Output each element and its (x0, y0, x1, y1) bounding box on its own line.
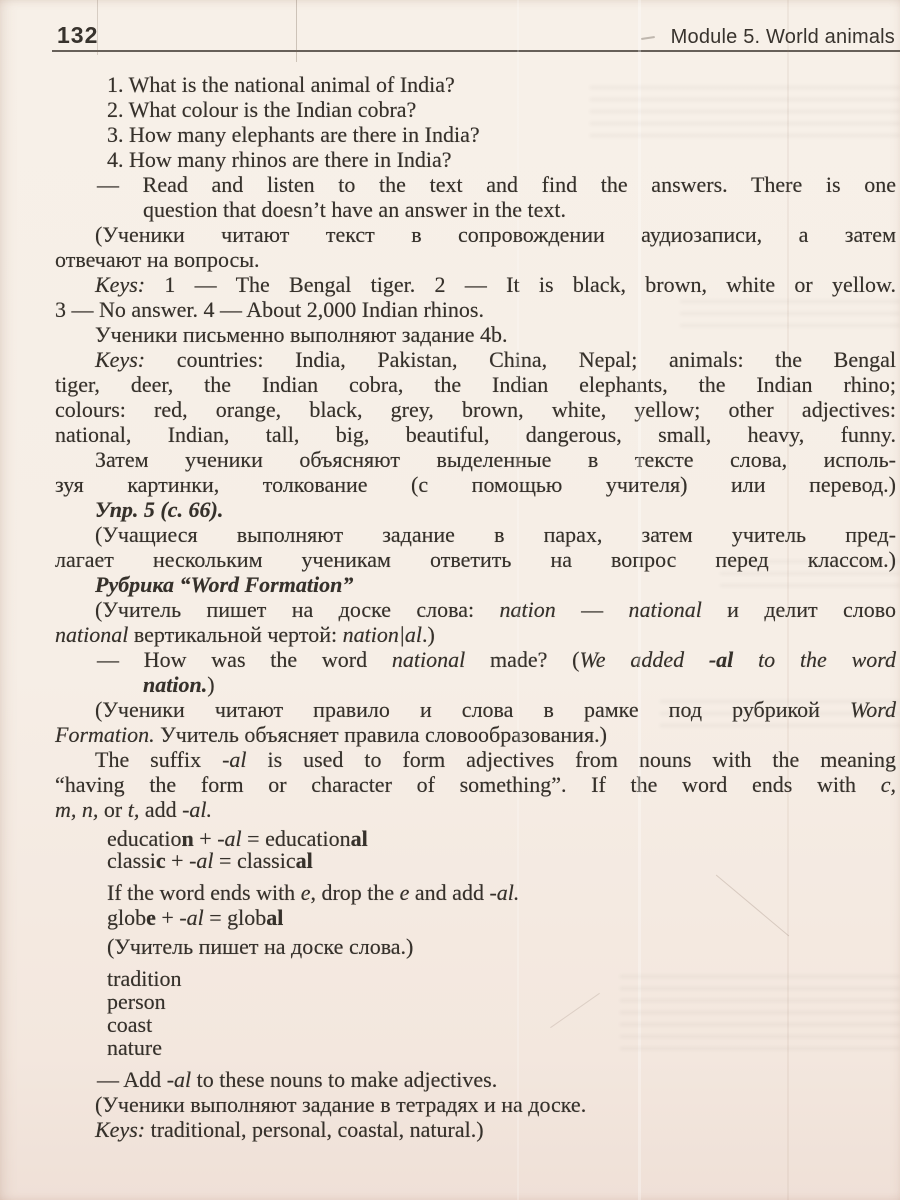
text-segment: -al. (182, 797, 213, 822)
text-segment: and add (409, 880, 490, 905)
text-segment: nation (499, 597, 556, 622)
text-segment: person (107, 989, 166, 1014)
text-segment: Keys: (95, 272, 146, 297)
text-segment: c, (880, 772, 896, 797)
text-line (107, 880, 896, 905)
text-segment: .) (421, 622, 435, 647)
text-line (107, 828, 896, 850)
header-rule (52, 50, 900, 52)
page-number: 132 (57, 22, 99, 48)
text-line (107, 934, 896, 959)
text-line (55, 422, 896, 447)
text-line (55, 547, 896, 572)
text-line (55, 797, 896, 822)
paper-crease (97, 0, 98, 55)
text-segment: national, Indian, tall, big, beautiful, dangerous, small, heavy, funny. (55, 422, 896, 447)
text-line (95, 447, 896, 472)
text-segment: is used to form adjectives from nouns with the meaning (246, 747, 897, 772)
text-segment: to these nouns to make adjectives. (191, 1067, 498, 1092)
text-segment: — How was the word (97, 647, 392, 672)
text-segment: -al. (489, 880, 520, 905)
text-segment: Formation. (55, 722, 155, 747)
text-segment: The suffix (95, 747, 223, 772)
text-segment: Keys: (95, 1117, 146, 1142)
text-segment: (Учитель пишет на доске слова: (95, 597, 500, 622)
text-segment: ) (207, 672, 215, 697)
text-line (95, 747, 896, 772)
text-segment: -al (222, 747, 247, 772)
text-segment: c (155, 848, 166, 873)
text-segment: 3 — No answer. 4 — About 2,000 Indian rhinos. (55, 297, 484, 322)
text-segment: tiger, deer, the Indian cobra, the Indian elephants, the Indian rhino; (55, 372, 896, 397)
text-segment: coast (107, 1012, 153, 1037)
text-segment: If the word ends with (107, 880, 301, 905)
text-segment: al (350, 826, 368, 851)
text-segment: question that doesn’t have an answer in the text. (143, 197, 566, 222)
text-line (143, 197, 896, 222)
text-segment: (Учащиеся выполняют задание в парах, затем учитель пред- (95, 522, 896, 547)
text-segment: We added (579, 647, 709, 672)
text-segment: Затем ученики объясняют выделенные в тексте слова, исполь- (95, 447, 896, 472)
text-segment: — (555, 597, 629, 622)
text-segment: = classic (213, 848, 296, 873)
text-line (97, 172, 896, 197)
text-segment: Упр. 5 (с. 66). (95, 497, 224, 522)
text-segment: to the word (733, 647, 896, 672)
text-segment: 3. How many elephants are there in India? (107, 122, 480, 147)
text-segment: add (139, 797, 183, 822)
text-segment: — Read and listen to the text and find the answers. There is one (97, 172, 896, 197)
text-segment: зуя картинки, толкование (с помощью учителя) или перевод.) (55, 472, 896, 497)
text-line (95, 1092, 896, 1117)
text-line (95, 597, 896, 622)
text-segment: al (266, 905, 284, 930)
text-segment: Учитель объясняет правила словообразования.) (154, 722, 607, 747)
text-line (107, 967, 896, 990)
text-line (55, 247, 896, 272)
text-segment: or (98, 797, 128, 822)
text-segment: -al (217, 826, 242, 851)
text-segment: e (146, 905, 156, 930)
text-segment: colours: red, orange, black, grey, brown, white, yellow; other adjectives: (55, 397, 896, 422)
paper-streak (787, 0, 789, 1200)
text-line (95, 1117, 896, 1142)
text-segment: nature (107, 1035, 162, 1060)
text-line (107, 147, 896, 172)
text-segment: вертикальной чертой: (128, 622, 343, 647)
text-segment: national (628, 597, 702, 622)
text-segment: 1 — The Bengal tiger. 2 — It is black, brown, white or yellow. (145, 272, 896, 297)
text-line (55, 297, 896, 322)
text-segment: (Учитель пишет на доске слова.) (107, 934, 414, 959)
text-line (107, 1013, 896, 1036)
text-segment: glob (107, 905, 147, 930)
text-segment: al (295, 848, 313, 873)
text-line (55, 472, 896, 497)
text-segment: + (165, 848, 190, 873)
text-segment: Keys: (95, 347, 146, 372)
text-line (55, 722, 896, 747)
text-line (107, 97, 896, 122)
text-segment: made? ( (465, 647, 580, 672)
text-segment: — Add (97, 1067, 167, 1092)
text-line (95, 272, 896, 297)
text-line (95, 222, 896, 247)
text-segment: e (399, 880, 410, 905)
text-segment: e (300, 880, 311, 905)
text-segment: m, n, (55, 797, 99, 822)
text-segment: n (181, 826, 194, 851)
paper-streak (517, 0, 519, 1200)
text-line (107, 1036, 896, 1059)
text-segment: “having the form or character of something”. If the word ends with (55, 772, 881, 797)
text-line (95, 347, 896, 372)
text-line (55, 772, 896, 797)
text-line (107, 122, 896, 147)
text-line (55, 397, 896, 422)
text-line (97, 647, 896, 672)
text-segment: nation|al (342, 622, 422, 647)
text-line (107, 850, 896, 872)
text-line (95, 572, 896, 597)
text-segment: 4. How many rhinos are there in India? (107, 147, 452, 172)
text-segment: Рубрика “Word Formation” (95, 572, 354, 597)
text-segment: 1. What is the national animal of India? (107, 72, 455, 97)
text-segment: = glob (203, 905, 267, 930)
text-line (95, 522, 896, 547)
text-segment: 2. What colour is the Indian cobra? (107, 97, 417, 122)
text-segment: (Ученики выполняют задание в тетрадях и на доске. (95, 1092, 587, 1117)
text-segment: Word (849, 697, 896, 722)
text-segment: national (55, 622, 129, 647)
text-segment: t, (127, 797, 140, 822)
text-segment: -al (166, 1067, 192, 1092)
text-segment: (Ученики читают текст в сопровождении аудиозаписи, а затем (95, 222, 896, 247)
text-line (107, 72, 896, 97)
line-spacer (55, 1059, 896, 1067)
text-segment: national (391, 647, 466, 672)
text-segment: и делит слово (701, 597, 896, 622)
text-segment: -al (179, 905, 204, 930)
page-body (0, 72, 900, 1142)
text-line (143, 672, 896, 697)
text-segment: + (193, 826, 218, 851)
text-segment: (Ученики читают правило и слова в рамке под рубрикой (95, 697, 850, 722)
text-segment: nation. (143, 672, 208, 697)
text-segment: Ученики письменно выполняют задание 4b. (95, 322, 508, 347)
paper-streak (638, 0, 641, 1200)
page-header (57, 22, 895, 49)
text-line (55, 372, 896, 397)
text-segment: отвечают на вопросы. (55, 247, 260, 272)
text-segment: countries: India, Pakistan, China, Nepal; animals: the Bengal (145, 347, 896, 372)
text-line (97, 1067, 896, 1092)
text-segment: tradition (107, 966, 182, 991)
paper-crease (296, 0, 297, 62)
text-line (95, 497, 896, 522)
text-segment: , drop the (310, 880, 400, 905)
text-line (95, 322, 896, 347)
text-segment: -al (189, 848, 214, 873)
text-segment: classi (107, 848, 156, 873)
text-line (55, 622, 896, 647)
module-title: Module 5. World animals (670, 26, 895, 48)
text-line (107, 990, 896, 1013)
text-segment: + (155, 905, 180, 930)
text-segment: лагает нескольким ученикам ответить на вопрос перед классом.) (55, 547, 896, 572)
line-spacer (55, 872, 896, 880)
text-segment: traditional, personal, coastal, natural.) (145, 1117, 484, 1142)
text-segment: -al (708, 647, 734, 672)
text-segment: educatio (107, 826, 182, 851)
text-line (95, 697, 896, 722)
text-segment: = education (241, 826, 351, 851)
